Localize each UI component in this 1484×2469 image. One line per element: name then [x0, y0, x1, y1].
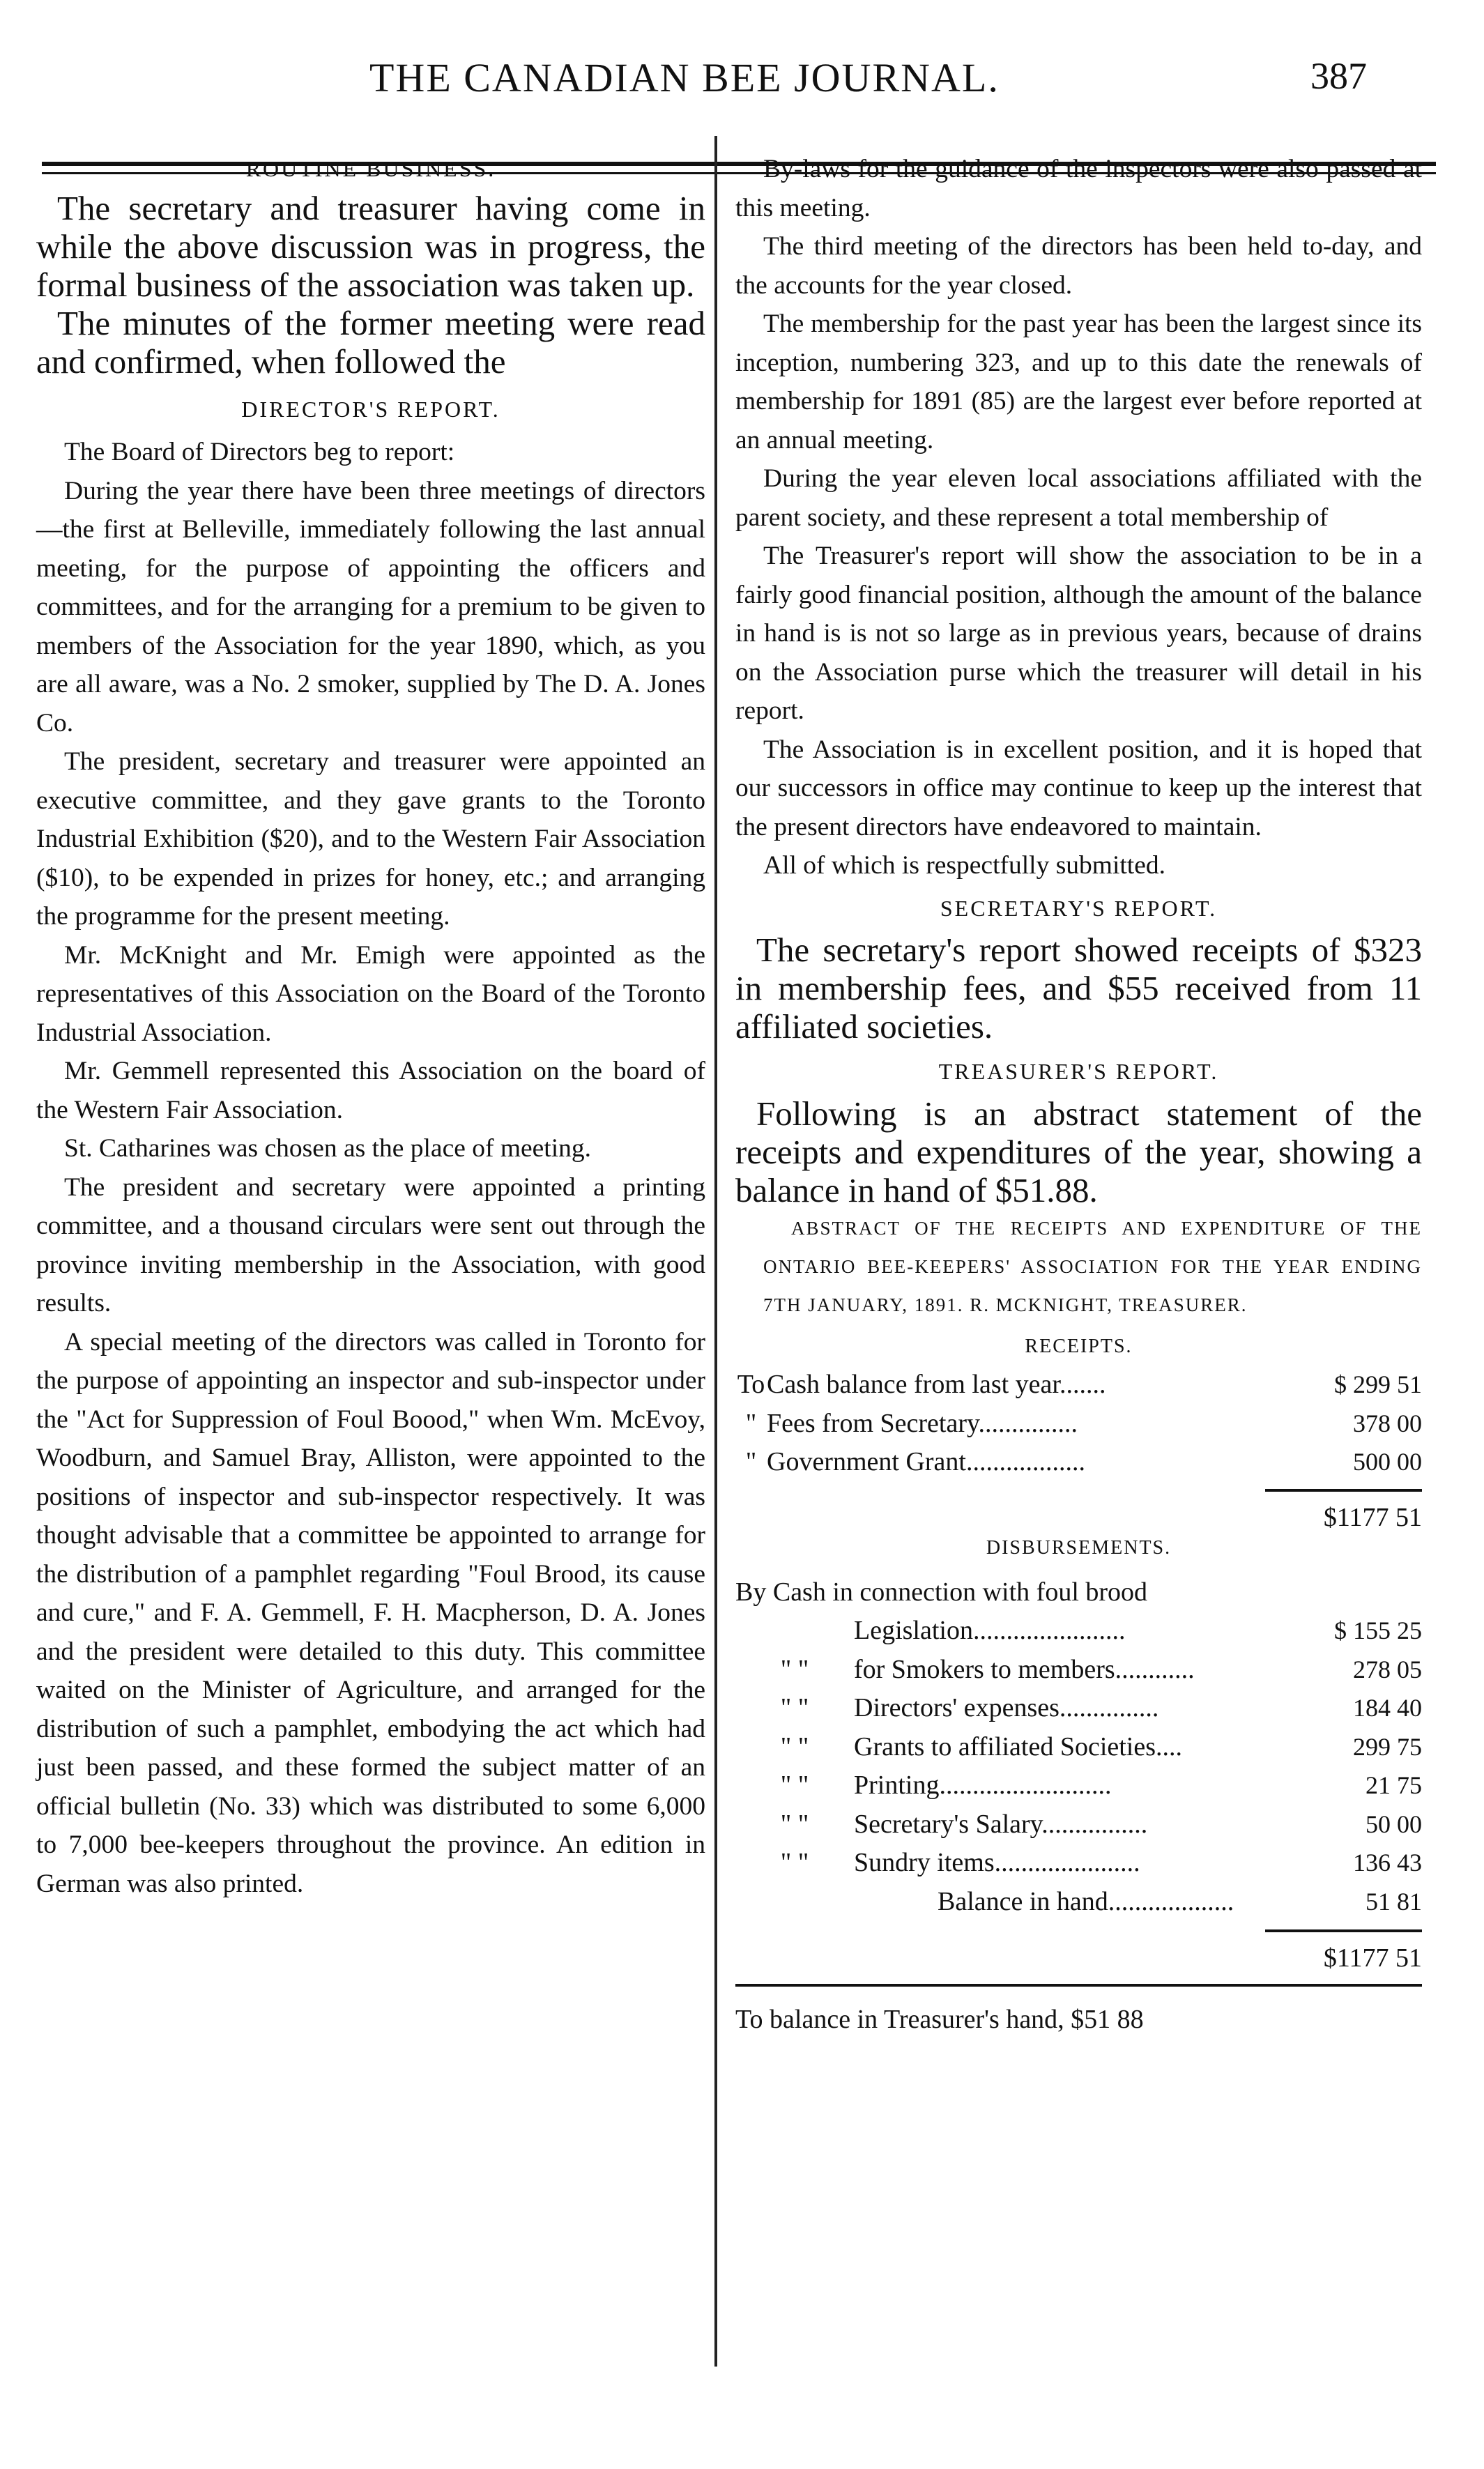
disbursements-lead	[735, 1612, 854, 1651]
leader-dots: .......................	[972, 1616, 1126, 1645]
receipts-total: $1177 51	[1323, 1502, 1422, 1532]
disbursements-label-text: Secretary's Salary	[854, 1809, 1042, 1839]
disbursements-label-text: Balance in hand	[938, 1886, 1108, 1916]
disbursements-label-text: Legislation	[854, 1616, 973, 1645]
paragraph: During the year eleven local associations affiliated with the parent society, and these represent a total membership of	[735, 464, 1422, 532]
treasurers-report-heading: TREASURER'S REPORT.	[938, 1059, 1219, 1084]
disbursements-lead: " "	[780, 1732, 809, 1761]
disbursements-label	[854, 1766, 1303, 1805]
leader-dots: ..........................	[939, 1771, 1112, 1800]
disbursements-lead: " "	[780, 1848, 809, 1877]
disbursements-lead: " "	[780, 1693, 809, 1722]
receipts-table	[735, 1366, 1422, 1482]
receipts-amount: $ 299 51	[1334, 1370, 1422, 1398]
disbursements-row	[735, 1651, 1422, 1690]
receipts-label	[767, 1366, 1303, 1405]
disbursements-amount: $ 155 25	[1334, 1616, 1422, 1644]
leader-dots: ...............	[978, 1408, 1078, 1438]
paragraph: St. Catharines was chosen as the place of meeting.	[64, 1134, 592, 1163]
paragraph: The Board of Directors beg to report:	[64, 438, 455, 466]
receipts-lead: "	[745, 1408, 757, 1438]
disbursements-label-text: Sundry items	[854, 1848, 995, 1877]
disbursements-label	[854, 1883, 1303, 1922]
receipts-label-text: Government Grant	[767, 1447, 966, 1476]
routine-intro	[36, 189, 705, 381]
disbursements-label-text: for Smokers to members	[854, 1654, 1115, 1684]
leader-dots: ..................	[965, 1447, 1085, 1476]
routine-business-heading: ROUTINE BUSINESS.	[245, 156, 496, 181]
abstract-title: ABSTRACT OF THE RECEIPTS AND EXPENDITURE OF THE ONTARIO BEE-KEEPERS' ASSOCIATION FOR THE YEAR ENDING 7TH JANUARY, 1891. R. MCKNIGHT, TREASURER.	[763, 1217, 1422, 1315]
paragraph: All of which is respectfully submitted.	[763, 851, 1165, 880]
disbursements-label	[854, 1728, 1303, 1767]
paragraph: The Treasurer's report will show the association to be in a fairly good financial position, although the amount of the balance in hand is is not so large as in previous years, because of drains on the Association purse which the treasurer will detail in his report.	[735, 542, 1422, 725]
receipts-row	[735, 1443, 1422, 1482]
disbursements-amount: 51 81	[1366, 1887, 1422, 1916]
paragraph: Mr. Gemmell represented this Association on the board of the Western Fair Association.	[36, 1057, 705, 1124]
paragraph: The third meeting of the directors has been held to-day, and the accounts for the year closed.	[735, 232, 1422, 300]
disbursements-amount: 278 05	[1353, 1655, 1422, 1683]
receipts-label	[767, 1405, 1303, 1444]
secretary-summary	[735, 931, 1422, 1046]
disbursements-label-text: Printing	[854, 1771, 940, 1800]
page-number: 387	[1310, 55, 1367, 97]
receipts-label	[767, 1443, 1303, 1482]
disbursements-lead: " "	[780, 1771, 809, 1800]
paragraph: By-laws for the guidance of the inspectors were also passed at this meeting.	[735, 155, 1422, 222]
paragraph: The president, secretary and treasurer were appointed an executive committee, and they gave grants to the Toronto Industrial Exhibition ($20), and to the Western Fair Association ($10), to be expended in prizes for honey, etc.; and arranging the programme for the present meeting.	[36, 747, 705, 931]
column-divider	[714, 136, 717, 2367]
receipts-amount: 500 00	[1353, 1448, 1422, 1476]
disbursements-label	[854, 1805, 1303, 1844]
left-column	[36, 150, 705, 1903]
disbursements-row	[735, 1766, 1422, 1805]
routine-paragraph: The secretary and treasurer having come in while the above discussion was in progress, the formal business of the association was taken up.	[36, 188, 705, 304]
leader-dots: ....	[1156, 1732, 1183, 1761]
paragraph: Mr. McKnight and Mr. Emigh were appointed as the representatives of this Association on the Board of the Toronto Industrial Association.	[36, 940, 705, 1047]
paragraph: A special meeting of the directors was called in Toronto for the purpose of appointing an inspector and sub-inspector under the "Act for Suppression of Foul Boood," when Wm. McEvoy, Woodburn, and Samuel Bray, Alliston, were appointed to the positions of inspector and sub-inspector respectively. It was thought advisable that a committee be appointed to arrange for the distribution of a pamphlet regarding "Foul Brood, its cause and cure," and F. A. Gemmell, F. H. Macpherson, D. A. Jones and the president were detailed to this duty. This committee waited on the Minister of Agriculture, and arranged for the distribution of such a pamphlet, embodying the act which had just been passed, and these formed the subject matter of an official bulletin (No. 33) which was distributed to some 6,000 to 7,000 bee-keepers throughout the province. An edition in German was also printed.	[36, 1327, 705, 1898]
disbursements-heading: DISBURSEMENTS.	[986, 1537, 1172, 1559]
leader-dots: ............	[1115, 1654, 1195, 1684]
routine-paragraph: The minutes of the former meeting were read and confirmed, when followed the	[36, 303, 705, 381]
secretary-text: The secretary's report showed receipts of $323 in membership fees, and $55 received from 11 affiliated societies.	[735, 931, 1422, 1046]
right-column	[735, 150, 1422, 2039]
disbursements-amount: 136 43	[1353, 1849, 1422, 1876]
disbursements-lead	[735, 1883, 854, 1922]
disbursements-label	[854, 1689, 1303, 1728]
treasurer-summary	[735, 1094, 1422, 1209]
leader-dots: ...................	[1108, 1886, 1234, 1916]
disbursements-row	[735, 1844, 1422, 1883]
disbursements-amount: 21 75	[1366, 1771, 1422, 1799]
disbursements-label	[854, 1844, 1303, 1883]
disbursements-label-text: Directors' expenses	[854, 1693, 1060, 1722]
disbursements-row	[735, 1883, 1422, 1922]
leader-dots: ......................	[994, 1848, 1140, 1877]
disbursements-total: $1177 51	[1323, 1943, 1422, 1973]
leader-dots: .......	[1059, 1370, 1106, 1399]
closing-rule	[735, 1984, 1422, 1987]
paragraph: The membership for the past year has been the largest since its inception, numbering 323, and up to this date the renewals of membership for 1891 (85) are the largest ever before reported at an annual meeting.	[735, 309, 1422, 454]
receipts-row	[735, 1366, 1422, 1405]
disbursements-row	[735, 1805, 1422, 1844]
disbursements-amount: 50 00	[1366, 1810, 1422, 1838]
disbursements-amount: 299 75	[1353, 1732, 1422, 1761]
disbursements-lead: " "	[780, 1809, 809, 1839]
receipts-label-text: Fees from Secretary	[767, 1408, 979, 1438]
paragraph: The Association is in excellent position, and it is hoped that our successors in office may continue to keep up the interest that the present directors have endeavored to maintain.	[735, 735, 1422, 841]
disbursement-intro: By Cash in connection with foul brood	[735, 1577, 1148, 1607]
disbursements-row	[735, 1612, 1422, 1651]
disbursements-row	[735, 1689, 1422, 1728]
disbursements-label	[854, 1612, 1303, 1651]
leader-dots: ...............	[1059, 1693, 1159, 1722]
journal-title: THE CANADIAN BEE JOURNAL.	[369, 55, 1000, 100]
receipts-lead: "	[745, 1447, 757, 1476]
disbursements-row	[735, 1728, 1422, 1767]
running-head	[0, 50, 1484, 113]
disbursements-label	[854, 1651, 1303, 1690]
receipts-amount: 378 00	[1353, 1409, 1422, 1437]
closing-balance: To balance in Treasurer's hand, $51 88	[735, 2004, 1144, 2034]
receipts-label-text: Cash balance from last year	[767, 1370, 1060, 1399]
disbursements-table	[735, 1612, 1422, 1921]
paragraph: The president and secretary were appointed a printing committee, and a thousand circulars were sent out through the province inviting membership in the Association, with good results.	[36, 1172, 705, 1317]
secretarys-report-heading: SECRETARY'S REPORT.	[940, 895, 1218, 921]
disbursements-lead: " "	[780, 1654, 809, 1684]
treasurer-text: Following is an abstract statement of the receipts and expenditures of the year, showing a balance in hand of $51.88.	[735, 1094, 1422, 1209]
receipts-lead: To	[737, 1370, 765, 1399]
paragraph: During the year there have been three meetings of directors—the first at Belleville, immediately following the last annual meeting, for the purpose of appointing the officers and committees, and for the arranging for a premium to be given to members of the Association for the year 1890, which, as you are all aware, was a No. 2 smoker, supplied by The D. A. Jones Co.	[36, 476, 705, 737]
disbursements-label-text: Grants to affiliated Societies	[854, 1732, 1156, 1761]
receipts-row	[735, 1405, 1422, 1444]
receipts-heading: RECEIPTS.	[1025, 1335, 1133, 1357]
directors-report-heading: DIRECTOR'S REPORT.	[241, 396, 500, 422]
disbursements-amount: 184 40	[1353, 1694, 1422, 1722]
leader-dots: ................	[1041, 1809, 1148, 1839]
